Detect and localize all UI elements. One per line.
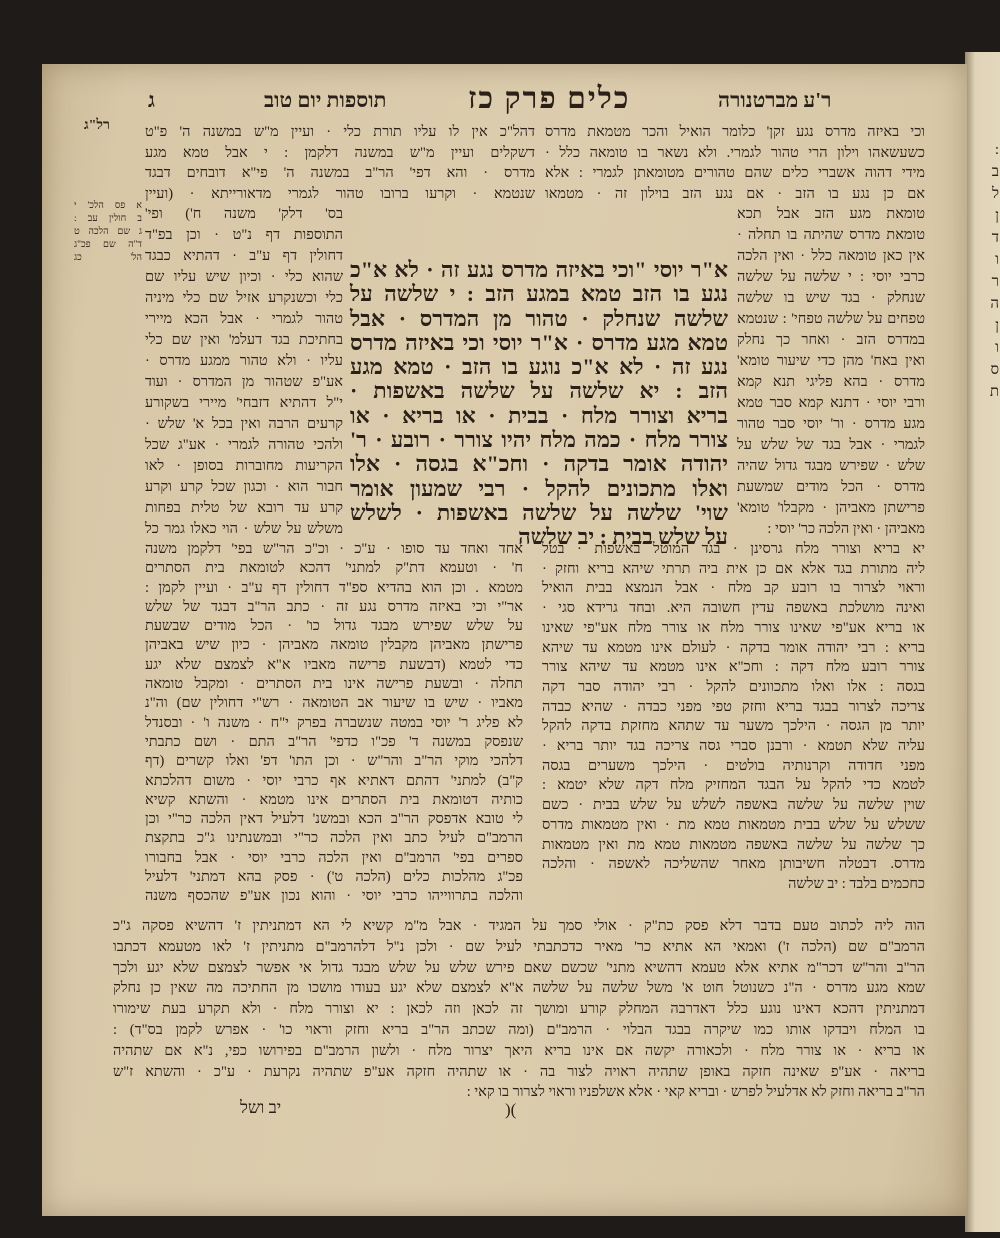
- text-line: אחד ואחד עד סופו · ע"כ · וכ"כ הר"ש בפי' דלקמן משנה: [145, 541, 523, 557]
- text-line: קרעים הרבה ואין בכל א' שלש ·: [145, 416, 343, 432]
- text-line: פרישתן מאביהן · מקבלו' טומא': [737, 500, 925, 516]
- text-line: מידי דהוה אשברי כלים שהם טהורים מטומאתן לגמרי : אלא: [545, 165, 925, 181]
- text-line: משלש על שלש · הוי כאלו גמר כל: [145, 521, 343, 537]
- text-line: כותיה דטומאת בית הסתרים אינו מטמא · והשתא קשיא: [145, 791, 523, 808]
- text-line: שלשה שנחלק · טהור מן המדרס · אבל: [350, 305, 728, 331]
- text-line: יהודה אומר בדקה · וחכ"א בגסה · אלו: [350, 451, 728, 477]
- text-line: דמתניתין דהכא דאינו נוגע כלל דאדרבה המחלק קורע ומושך זה לכאן וזה לכאן : יא וצורר מלח · ולא תקרע בעת שימורו: [113, 1001, 925, 1018]
- text-line: שוין שלשה על שלשה באשפה לשלש על שלש בבית · כשם: [542, 797, 925, 814]
- bartenura-middle: [542, 540, 925, 895]
- text-line: כלי וכשנקרע אזיל שם כלי מיניה: [145, 290, 343, 306]
- text-line: ואין באח' מהן כדי שיעור טומא': [737, 353, 925, 369]
- text-line: וכי באיזה מדרס נגע זקן' כלומר הואיל והכר מטמאת מדרס: [545, 124, 925, 140]
- text-line: צריכה לצרור בבגד בריא וחזק טפי מפני כבדה · שהיא כבדה: [542, 698, 925, 715]
- text-line: שהוא כלי · וכיון שיש עליו שם: [145, 269, 343, 285]
- text-line: שנחלק · בגד שיש בו שלשה: [737, 290, 925, 306]
- text-line: בס' דלק' משנה ח') ופי': [145, 206, 343, 222]
- text-line: א פס הלכ' י: [74, 201, 142, 211]
- text-line: יא בריא וצורר מלח גרסינן · בגד המוטל באשפות · בטל: [542, 541, 925, 557]
- text-line: ואלו מתכונים להקל · רבי שמעון אומר: [350, 475, 728, 501]
- text-line: ורבי יוסי · דתנא קמא סבר טמא: [737, 395, 925, 411]
- text-line: ק"ב) למתני' דהתם דאתיא אף כרבי יוסי · משום דהלכתא: [145, 772, 523, 789]
- next-page-letter: ב: [991, 164, 999, 180]
- header-tractate-chapter: כלים פרק כז: [468, 82, 631, 115]
- text-line: ח' · וטעמא דת"ק למתני' דהכא לטומאת בית הסתרים: [145, 560, 523, 577]
- text-line: ואינה מושלכת באשפה עדין חשובה היא. ובחד גרידא סגי ·: [542, 600, 925, 617]
- next-page-letter: ל: [991, 186, 999, 202]
- printer-mark: )(: [505, 1100, 517, 1119]
- text-line: צורר מלח · כמה מלח יהיו צורר · רובע · ר': [350, 427, 728, 453]
- text-line: ששלש על שלש בבית מטמאות טמא מת · ואין מטמאות מדרס: [542, 816, 925, 833]
- text-line: והלכה בתרווייהו כרבי יוסי · והוא נכון אע"פ שהכסף משנה: [145, 888, 523, 905]
- text-line: ולהכי טהורה לגמרי · אע"ג שכל: [145, 437, 343, 453]
- text-line: דלהכי מוקי הר"ב והר"ש · וכן התו' דפ' ואלו קשרים (דף: [145, 753, 523, 770]
- text-line: אין כאן טומאה כלל · ואין הלכה: [737, 248, 925, 264]
- next-page-letter: ר: [991, 274, 999, 290]
- text-line: כרבי יוסי : י שלשה על שלשה: [737, 269, 925, 285]
- header-bartenura-title: ר'ע מברטנורה: [718, 88, 832, 112]
- tosafot-narrow: [145, 204, 343, 540]
- text-line: או בריא אע"פי שאינו צורר מלח או צורר מלח אע"פי שאינו: [542, 619, 925, 636]
- next-page-letter: ן: [995, 318, 999, 334]
- bartenura-top: [545, 122, 925, 204]
- text-line: יותר מן הגסה · הילכך משער עד שתהא מחזקת בדקה להקל: [542, 718, 925, 735]
- text-line: הוה ליה לכתוב טעם בדבר דלא פסק כת"ק · אולי סמך על המגיד · אבל מ"מ קשיא לי הא דמתניתין ז' דהשיא פסקה ג"כ: [113, 918, 925, 934]
- next-page-letter: ו: [995, 252, 999, 268]
- text-line: קרע עד רובא של טלית בפחות: [145, 500, 343, 516]
- text-line: אם כן נגע בו הזב · אם נגע הזב בוילון זה · מטמאו: [545, 185, 925, 202]
- text-line: כך שלשה על שלשה באשפה מטמאות טמא מת ואין מטמאות: [542, 836, 925, 853]
- text-line: מטמא . וכן הוא בהדיא ספ"ד דחולין דף ע"ב · ועיין לקמן :: [145, 579, 523, 596]
- next-page-letter: ן: [995, 208, 999, 224]
- text-line: שנטמא · וקרעו ברובו טהור לגמרי מדאורייתא · (ועיין: [145, 185, 535, 202]
- text-line: לי טובא אדפסק הר"ב הכא ובמשנ' דלעיל דאין הלכה כר"י וכן: [145, 811, 523, 828]
- text-line: שנפסק במשנה ד' פכ"ו כדפי' הר"ב התם · ושם כתבתי: [145, 733, 523, 750]
- tosafot-top: [145, 122, 535, 204]
- text-line: שמא מגע מדרס · ה"נ כשנוטל חוט א' משל שלשה על שלשה א"א לצמצם שלא יגע בעודו מושכו מן החתיכה מה שאין כן נחלק: [113, 980, 925, 997]
- text-line: וראוי לצרור בו רובע קב מלח · אבל הנמצא בבית הואיל: [542, 580, 925, 597]
- text-line: טומאת מגע הזב אבל תכא: [737, 206, 925, 222]
- text-line: דהל"כ אין לו עליו תורת כלי · ועיין מ"ש במשנה ה' פ"ט: [145, 124, 535, 140]
- text-line: ספרים בפי' הרמב"ם ואין הלכה כרבי יוסי · אבל בחבורו: [145, 849, 523, 866]
- header-tosafot-title: תוספות יום טוב: [264, 88, 387, 112]
- text-line: שוי' שלשה על שלשה באשפות · לשלש: [350, 499, 728, 525]
- text-line: בחתיכת בגד דעלמ' ואין שם כלי: [145, 332, 343, 348]
- text-line: מדרס. דבטלה חשיבותן מאחר שהשליכה לאשפה · והלכה: [542, 856, 925, 873]
- text-line: כשעשאהו וילון הרי טהור לגמרי. ולא נשאר בו טומאה כלל ·: [545, 144, 925, 161]
- text-line: מדרס · הכל מודים שמשעת: [737, 479, 925, 495]
- text-line: על שלש שפירש מבגד גדול כו' · הכל מודים שבשעת: [145, 618, 523, 635]
- next-page-letter: :: [994, 142, 999, 158]
- next-page-letter: ו: [995, 340, 999, 356]
- text-line: הר"ב והר"ש דכר"מ אתיא אלא טעמא דהשיא מתני' שכשם שאם פירש שלש על שלש מבגד גדול אי אפשר לצמצם שלא יגע ולכך: [113, 959, 925, 976]
- text-line: הר"ב בריאה וחזק לא אדלעיל לפרש · ובריא קאי · אלא אשלפניו וראוי לצרור בו קאי :: [466, 1084, 925, 1101]
- text-line: נגע זה · לא א"כ נוגע בו הזב · טמא מגע: [350, 354, 728, 380]
- text-line: כדי לטמא (דבשעת פרישה מאביו א"א לצמצם שלא יגע: [145, 656, 523, 673]
- text-line: חבור הוא · וכגון שכל קרע וקרע: [145, 479, 343, 495]
- text-line: טמא מגע מדרס · א"ר יוסי וכי באיזה מדרס: [350, 329, 728, 355]
- text-line: לא פליג ר' יוסי במטה שנשברה בפרק י"ח · משנה ו' · ובסנדל: [145, 714, 523, 731]
- text-line: הרמב"ם לעיל כתב ואין הלכה כר"י ובמשנתינו ג"כ בתקצת: [145, 830, 523, 847]
- text-line: הקריעות מחוברות בסופן · לאו: [145, 458, 343, 474]
- mishnah-text: [350, 258, 728, 550]
- text-line: מאביו · שיש בו שיעור אב הטומאה · רש"י דחולין שם) וה"נ: [145, 695, 523, 712]
- text-line: הזב : יא שלשה על שלשה באשפות ·: [350, 378, 728, 404]
- text-line: טהור לגמרי · אבל הכא מיירי: [145, 311, 343, 327]
- text-line: על שלש בבית : יב שלשה: [518, 524, 728, 550]
- text-line: אע"פ שטהור מן המדרס · ועוד: [145, 374, 343, 390]
- text-line: בגסה : אלו ואלו מתכוונים להקל · רבי יהודה סבר דקה: [542, 678, 925, 695]
- text-line: מפני חדודה וקרנותיה בולטים · הילכך משערים בגסה: [542, 757, 925, 774]
- text-line: מגע מדרס · ור' יוסי סבר טהור: [737, 416, 925, 432]
- text-line: מדרס · בהא פליגי תנא קמא: [737, 374, 925, 390]
- text-line: הרמב"ם שם (הלכה ז') ואמאי הא אתיא כר' מאיר כדכתבתי לעיל שם · ולכן נ"ל דלהרמב"ם מתניתין ז' לאו מטעמא דכתבו: [113, 938, 925, 955]
- text-line: נגע בו הזב טמא במגע הזב : י שלשה על: [350, 281, 728, 307]
- text-line: אר"י וכי באיזה מדרס נגע זה · כתב הר"ב דבגד של שלש: [145, 598, 523, 615]
- next-page-letter: ס: [990, 362, 999, 378]
- next-page-letter: ד: [991, 230, 999, 246]
- text-line: פרישתן מאביהן מקבלין טומאה מאביהן · כיון שיש באביהן: [145, 637, 523, 654]
- text-line: שלש · שפירש מבגד גדול שהיה: [737, 458, 925, 474]
- text-line: טפחים על שלשה טפחי' : שנטמא: [737, 311, 925, 327]
- catchword: יב ושל: [240, 1098, 282, 1117]
- next-page-letter: ה: [990, 296, 999, 312]
- text-line: ד"ה שם פכ"ג: [74, 240, 142, 250]
- text-line: או בריא · או צורר מלח · ולכאורה יקשה אם אינו בריא היאך יצרור מלח · ולשון הרמב"ם בפירושו כפי, נ"א אם שתהיה: [113, 1042, 925, 1059]
- margin-notes: [74, 200, 142, 265]
- text-line: מדרס · והא דפי' הר"ב במשנה ה' פי"א דובחים דבגד: [145, 165, 535, 181]
- text-line: א"ר יוסי "וכי באיזה מדרס נגע זה · לא א"כ: [350, 257, 728, 282]
- text-line: כחכמים בלבד : יב שלשה: [788, 875, 925, 892]
- text-line: בריאה · אע"פ שאינה חזקה באופן שתהיה ראויה לצור בה · או שתהיה חזקה אע"פ שתהיה נקרעת · ע"כ · והשתא ז"ש: [113, 1063, 925, 1080]
- text-line: ליה מתורת בגד אלא אם כן אית ביה תרתי שיהא בריא וחזק ·: [542, 560, 925, 577]
- bartenura-narrow: [737, 204, 925, 540]
- text-line: ב חולין עב :: [74, 214, 142, 224]
- text-line: במדרס הזב · ואחר כך נחלק: [737, 332, 925, 348]
- text-line: עליו · ולא טהור ממגע מדרס ·: [145, 353, 343, 369]
- text-line: ג שם הלכה ט: [74, 227, 142, 237]
- text-line: הל' כג: [74, 253, 142, 263]
- text-line: טומאת מדרס שהיתה בו תחלה ·: [737, 227, 925, 243]
- tosafot-bottom: [113, 916, 925, 1103]
- text-line: צורר רובע מלח דקה : וחכ"א אינו מטמא עד שיהא צורר: [542, 659, 925, 676]
- text-line: בו המלח ויבדקו אותו כמו שיקרה בבגד הבלוי · הרמב"ם (ומה שכתב הר"ב בריא וחזק וראוי כו' · אפרש לקמן בס"ד) :: [113, 1021, 925, 1038]
- text-line: דשקלים ועיין מ"ש במשנה דלקמן : י אבל טמא מגע: [145, 144, 535, 161]
- text-line: פכ"ג מהלכות כלים (הלכה ט') · פסק בהא דמתני' דלעיל: [145, 869, 523, 886]
- text-line: בריא וצורר מלח · בבית · או בריא · או: [350, 402, 728, 428]
- next-page-edge: [965, 52, 1000, 1232]
- text-line: לטמא כדי להקל על הבגד המחזיק מלח דקה שלא יטמא :: [542, 777, 925, 794]
- text-line: י"ל דהתיא דזבחי' מיירי בשקורע: [145, 395, 343, 411]
- text-line: תחלה · ובשעת פרישה אינו בית הסתרים · ומקבל טומאה: [145, 676, 523, 693]
- folio-mark: רל"ג: [84, 118, 110, 133]
- text-line: בריא : רבי יהודה אומר בדקה · לעולם אינו מטמא עד שיהא: [542, 639, 925, 656]
- text-line: דחולין דף ע"ב · דהתיא כבגד: [145, 248, 343, 264]
- text-line: מאביהן · ואין הלכה כר' יוסי :: [767, 521, 925, 537]
- next-page-letter: ת: [989, 384, 999, 400]
- text-line: התוספות דף נ"ט · וכן בפ"ד: [145, 227, 343, 243]
- tosafot-middle: [145, 540, 523, 907]
- text-line: עליה שלא תטמא · ורבנן סברי גסה צריכה בגד יותר בריא ·: [542, 738, 925, 755]
- text-line: לגמרי · אבל בגד של שלש על: [737, 437, 925, 453]
- page-number: ג: [148, 88, 155, 112]
